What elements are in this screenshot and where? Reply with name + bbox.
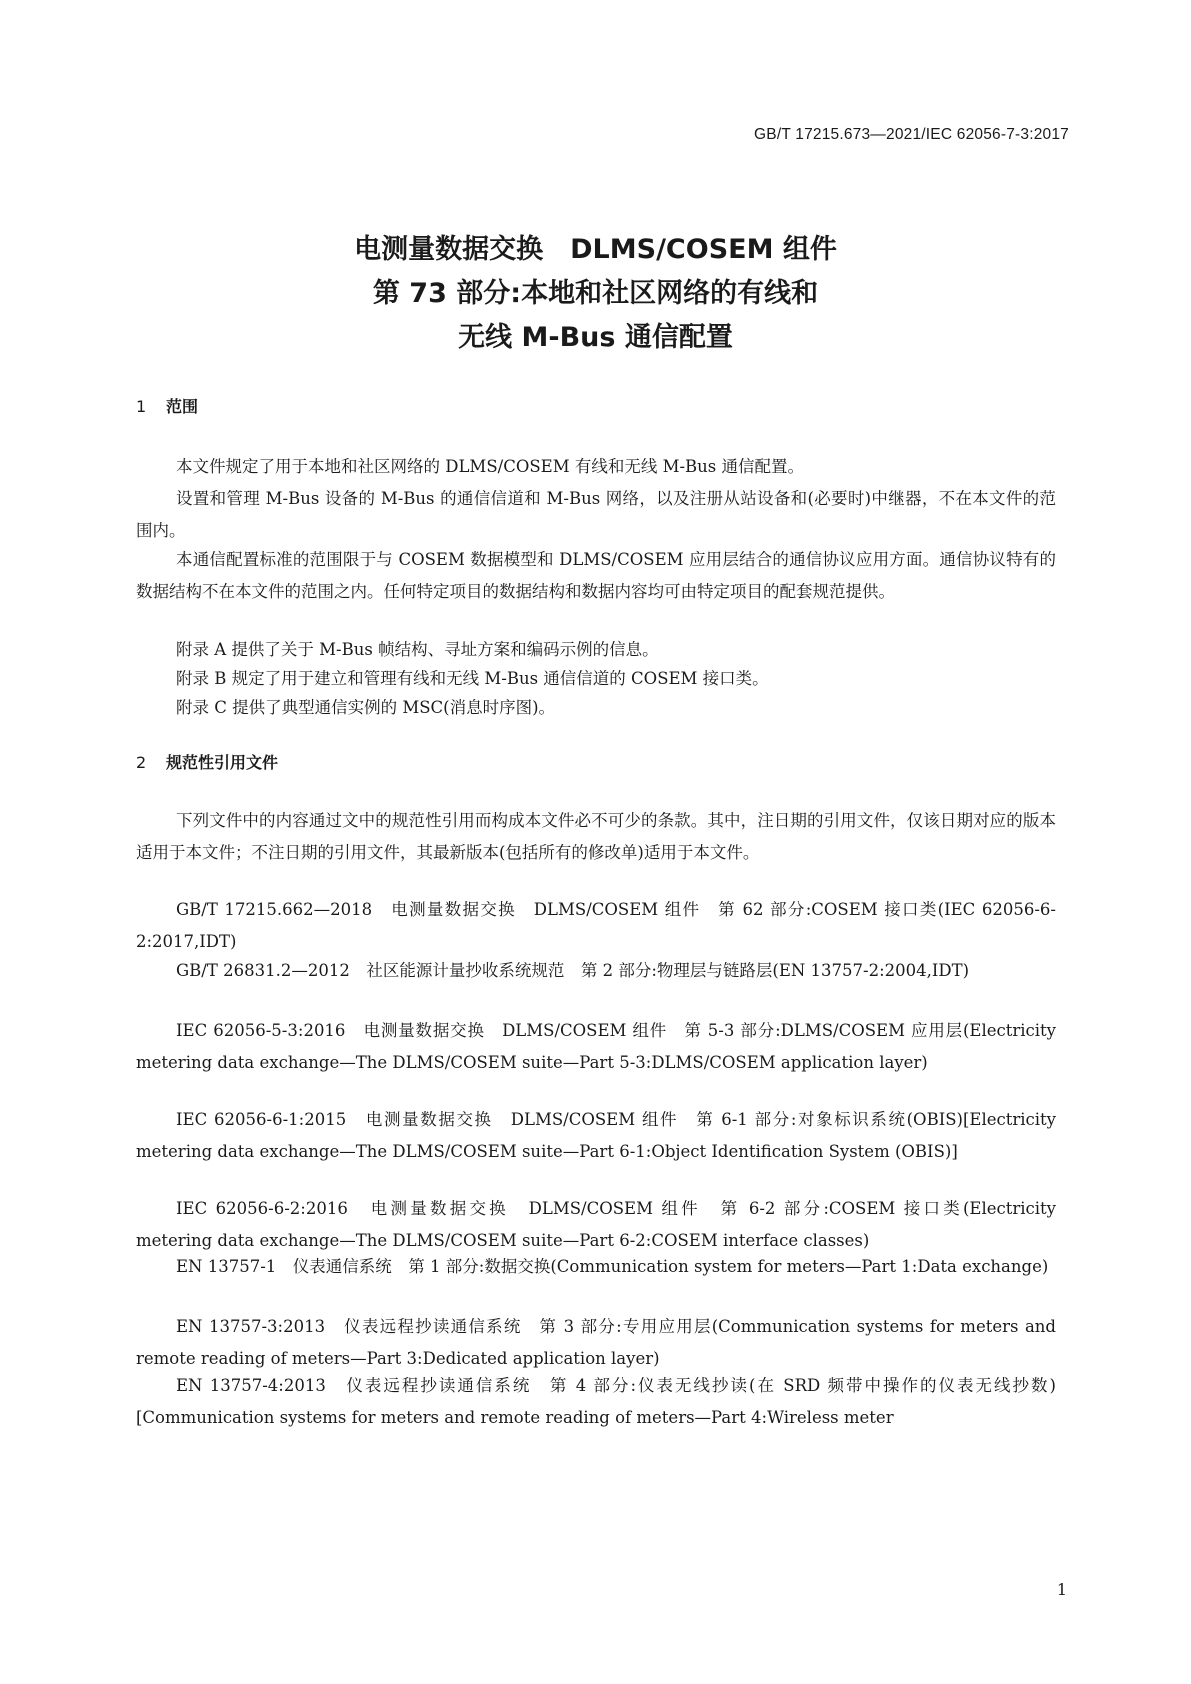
title-line-2: 第 73 部分:本地和社区网络的有线和 <box>372 278 819 309</box>
intro-paragraph: 下列文件中的内容通过文中的规范性引用而构成本文件必不可少的条款。其中，注日期的引用文件，仅该日期对应的版本适用于本文件；不注日期的引用文件，其最新版本(包括所有的修改单)适用于本文件。 <box>136 811 1056 862</box>
section-2-heading <box>136 750 278 773</box>
section-1-heading <box>136 394 198 417</box>
paragraph: 附录 A 提供了关于 M-Bus 帧结构、寻址方案和编码示例的信息。 <box>176 640 659 659</box>
paragraph: 本文件规定了用于本地和社区网络的 DLMS/COSEM 有线和无线 M-Bus 通信配置。 <box>176 457 805 476</box>
paragraph: 附录 C 提供了典型通信实例的 MSC(消息时序图)。 <box>176 698 556 717</box>
standard-code: GB/T 17215.673—2021/IEC 62056-7-3:2017 <box>754 126 1069 143</box>
section-1-title: 范围 <box>166 397 199 416</box>
reference-item: IEC 62056-6-2:2016 电测量数据交换 DLMS/COSEM 组件 第 6-2 部分:COSEM 接口类(Electricity metering data exchange—The DLMS/COSEM suite—Part 6-2:COSEM interface classes) <box>136 1199 1056 1250</box>
reference-item: GB/T 26831.2—2012 社区能源计量抄收系统规范 第 2 部分:物理层与链路层(EN 13757-2:2004,IDT) <box>176 961 970 980</box>
section-2-title: 规范性引用文件 <box>166 753 279 772</box>
section-1-number: 1 <box>136 397 147 416</box>
reference-item: EN 13757-1 仪表通信系统 第 1 部分:数据交换(Communication system for meters—Part 1:Data exchange) <box>176 1257 1049 1276</box>
reference-item: IEC 62056-5-3:2016 电测量数据交换 DLMS/COSEM 组件 第 5-3 部分:DLMS/COSEM 应用层(Electricity metering data exchange—The DLMS/COSEM suite—Part 5-3:DLMS/COSEM application layer) <box>136 1021 1056 1072</box>
reference-item: GB/T 17215.662—2018 电测量数据交换 DLMS/COSEM 组件 第 62 部分:COSEM 接口类(IEC 62056-6-2:2017,IDT) <box>136 900 1056 951</box>
paragraph: 设置和管理 M-Bus 设备的 M-Bus 的通信信道和 M-Bus 网络，以及注册从站设备和(必要时)中继器，不在本文件的范围内。 <box>136 489 1056 540</box>
paragraph: 附录 B 规定了用于建立和管理有线和无线 M-Bus 通信信道的 COSEM 接口类。 <box>176 669 769 688</box>
section-2-number: 2 <box>136 753 147 772</box>
reference-item: EN 13757-4:2013 仪表远程抄读通信系统 第 4 部分:仪表无线抄读(在 SRD 频带中操作的仪表无线抄数)[Communication systems for meters and remote reading of meters—Part 4:Wireless meter <box>136 1376 1056 1427</box>
reference-item: IEC 62056-6-1:2015 电测量数据交换 DLMS/COSEM 组件 第 6-1 部分:对象标识系统(OBIS)[Electricity metering data exchange—The DLMS/COSEM suite—Part 6-1:Object Identification System (OBIS)] <box>136 1110 1056 1161</box>
title-line-3: 无线 M-Bus 通信配置 <box>458 322 733 353</box>
title-line-1: 电测量数据交换 DLMS/COSEM 组件 <box>354 234 837 265</box>
page-number: 1 <box>1056 1580 1067 1599</box>
paragraph: 本通信配置标准的范围限于与 COSEM 数据模型和 DLMS/COSEM 应用层结合的通信协议应用方面。通信协议特有的数据结构不在本文件的范围之内。任何特定项目的数据结构和数据内容均可由特定项目的配套规范提供。 <box>136 550 1056 601</box>
reference-item: EN 13757-3:2013 仪表远程抄读通信系统 第 3 部分:专用应用层(Communication systems for meters and remote reading of meters—Part 3:Dedicated application layer) <box>136 1317 1056 1368</box>
document-title <box>0 228 1191 360</box>
